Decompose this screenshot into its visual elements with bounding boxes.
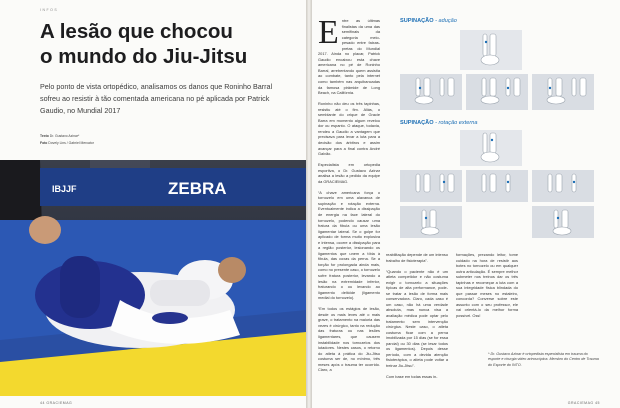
diagram-1-title (400, 18, 457, 24)
athlete-head-2 (218, 257, 246, 283)
diagram-supination-external-rotation (400, 130, 608, 242)
section-tag: INFOS (40, 8, 59, 12)
paragraph: formações, prezando leitor, tome cuidado na hora de resistir aos botes no tornozelo ou em qualquer outra articulação. É sempre melhor submeter nos treinos dar os três tapinhas e recomeçar a luta com a sua integridade física blindada do que passar meses no estaleiro, concorda? Converse sobre este assunto com o seu professor, ele vai orientá-lo da melhor forma possível. Oss! (456, 252, 518, 319)
article-title (40, 19, 300, 69)
paragraph: “Em todos os estágios de lesão, desde os mais leves até o mais grave, o tratamento na maioria das vezes é cirúrgico, tanto na redução das fraturas ou nas lesões ligamentares, que causem instabilidade nos tornozelos dos lutadores. Nestes casos, o retorno do atleta à prática do Jiu-Jitsu costuma ser de, no mínimo, três meses após o trauma ter ocorrido. Claro, a (318, 306, 380, 373)
ankle-bone-illustrations (400, 30, 608, 110)
title-line-1: A lesão que chocou (40, 20, 233, 43)
diagram-2-title (400, 120, 477, 126)
zebra-logo-text: ZEBRA (168, 179, 227, 198)
paragraph: “Quando o paciente não é um atleta competidor e não costuma exigir o tornozelo a situações típicas de alta performance, pode-se tratar a lesão de forma mais conservadora. Claro, cada caso é um caso, não há uma verdade absoluta, mas nunca visa a avaliação médica pode optar pelo tratamento sem intervenção cirúrgica. Neste caso, o atleta costuma ficar com a perna imobilizada por 15 dias (se for essa parcial) ou 30 dias (se lesar todos os ligamentos). Depois desse período, com a devida atenção fisioterápica, o atleta pode voltar a treinar Jiu-Jitsu”. (386, 268, 448, 368)
paragraph: Roninho não deu os três tapinhas, resistiu até o fim. Aliás, o semblante do crique de Gracie Barra em momento algum revelou dor ou espanto. O ataque, todavia, rendeu a Gaudio a vantagem que precisava para levar a luta para a decisão dos árbitros e assim avançar para a final contra André Galvão. (318, 101, 380, 157)
paragraph: reabilitação depende de um intenso trabalho de fisioterapia”. (386, 252, 448, 263)
paragraph: ntre as últimas finalistas da uma das semifinais da categoria meio-pesado entre faixas-pretas do Mundial 2017. Ainda no placar, Patrick Gaudio encaixou esta chave americana no pé de Roninho Barral, arrebentando quem assistia ao combate, tanto pela internet como também nas arquibancadas da famosa pirâmide de Long Beach, na Califórnia. (318, 18, 380, 96)
dropcap: E (318, 14, 339, 51)
dropcap-paragraph (318, 14, 380, 96)
text-column-1 (318, 14, 380, 378)
diagram-2-title-rest: - rotação externa (435, 120, 478, 126)
diagram-1-title-rest: - adução (435, 18, 457, 24)
folio-right: GRACIEMAG 45 (567, 401, 600, 405)
folio-left: 44 GRACIEMAG (40, 401, 73, 405)
text-column-3 (456, 252, 518, 324)
article-subtitle: Pelo ponto de vista ortopédico, analisamos os danos que Roninho Barral sofreu ao resistir à tão comentada americana no pé aplicada por Patrick Gaudio, no Mundial 2017 (40, 82, 273, 116)
match-photo (0, 160, 306, 396)
left-page (0, 0, 306, 408)
author-footnote: * Dr. Gustavo Azinar é ortopedista especialista em trauma do esporte e cirurgia video artroscópica. Membro do Centro de Trauma do Esporte do INTO. (488, 352, 599, 367)
text-column-2 (386, 252, 448, 385)
athlete-head (29, 216, 61, 244)
paragraph: “A chave americana força o tornozelo em uma alavanca de supinação e rotação externa. Eventualmente indica a dissipação de energia na face lateral do tornozelo, podendo causar uma fratura da fíbula ou uma lesão ligamentar lateral. Se o golpe for aplicado de forma muito explosiva e intensa, ocorre a dissipação para a região posterior, lesionando os ligamentos que unem a tíbia à fíbula, das coxas da perna. Se a torção for prolongada ainda mais, como no presente caso, o tornozelo sofre fratura posterior, levando a lesão na extremidade inferior, fraturando o ou levando ao ligamento deltóide (ligamento medial do tornozelo). (318, 189, 380, 301)
ankle-bone-illustrations-2 (400, 130, 608, 242)
banner-partial-text: IBJJF (52, 184, 77, 194)
diagram-supination-adduction (400, 30, 608, 110)
credit-photo-label: Foto (40, 141, 48, 145)
credit-photo (40, 140, 94, 147)
paragraph: Especialista em ortopedia esportiva, o Dr. Gustavo Azinar analisa a lesão a pedido da equipe da GRACIEMAG. (318, 162, 380, 184)
credit-text-value: Dr. Gustavo Azinar* (49, 134, 80, 138)
title-line-2: o mundo do Jiu-Jitsu (40, 45, 248, 68)
diagram-2-title-bold: SUPINAÇÃO (400, 120, 434, 126)
credits (40, 133, 94, 147)
diagram-1-title-bold: SUPINAÇÃO (400, 18, 434, 24)
credit-text-label: Texto (40, 134, 49, 138)
credit-photo-value: Dovely Lins / Gabriel Mercator (48, 141, 94, 145)
paragraph: Com base em todas essas in- (386, 373, 438, 379)
credit-text (40, 133, 94, 140)
right-page (312, 0, 620, 408)
